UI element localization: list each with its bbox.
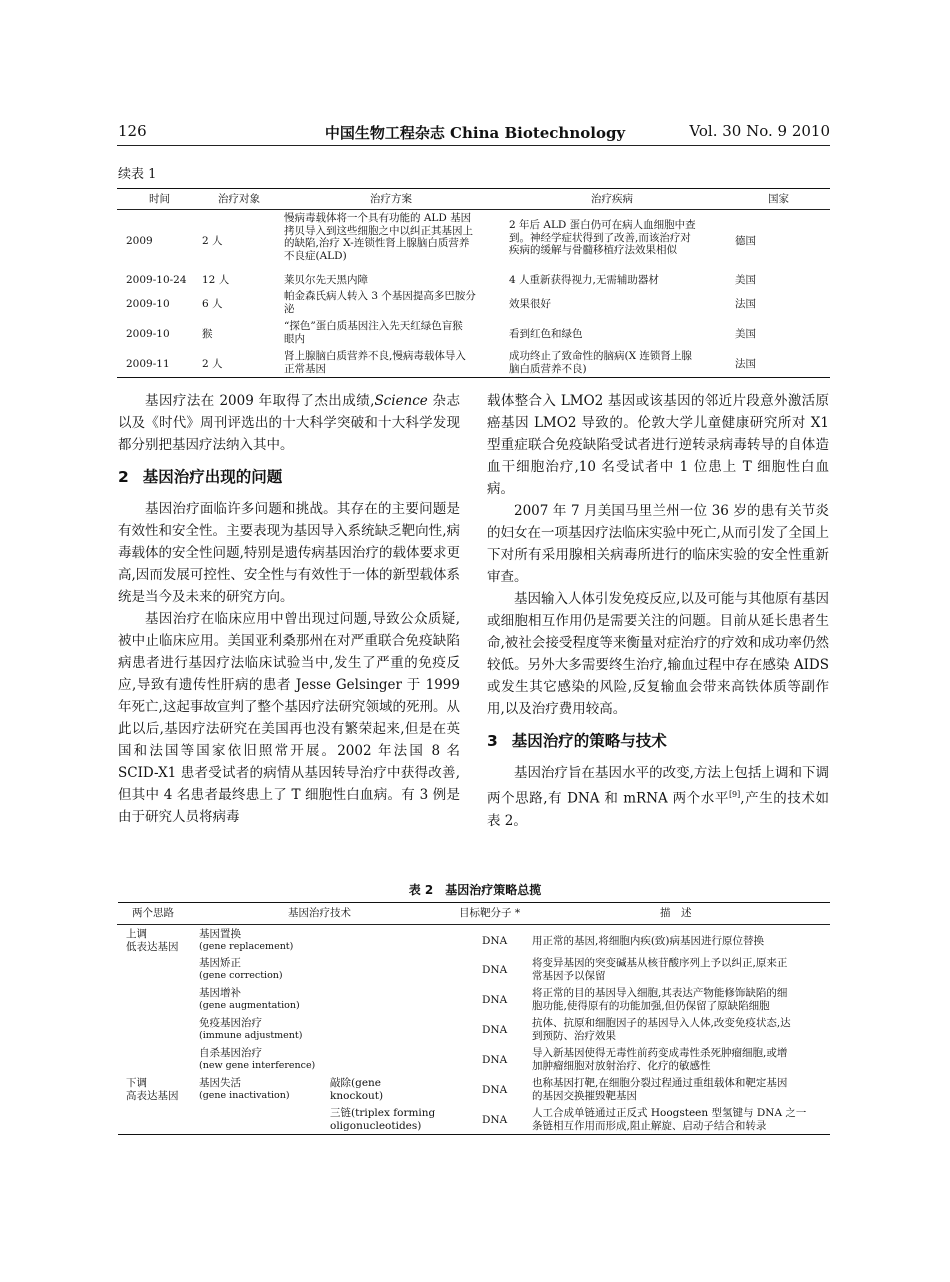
table2-cell-target: DNA <box>482 964 508 976</box>
table2-cell-target: DNA <box>482 935 508 947</box>
table2-cell-tech: 基因增补 (gene augmentation) <box>199 987 300 1011</box>
paragraph: 基因治疗旨在基因水平的改变,方法上包括上调和下调两个思路,有 DNA 和 mRNA 两个水平[9],产生的技术如表 2。 <box>487 765 829 829</box>
header-rule <box>117 145 830 146</box>
table2-cell-desc: 也称基因打靶,在细胞分裂过程通过重组载体和靶定基因 的基因交换摧毁靶基因 <box>532 1077 788 1102</box>
table2-cell-desc: 将变异基因的突变碱基从核苷酸序列上予以纠正,原来正 常基因予以保留 <box>532 957 788 982</box>
table2-cell-target: DNA <box>482 994 508 1006</box>
table2-cell-desc: 将正常的目的基因导入细胞,其表达产物能修饰缺陷的细 胞功能,使得原有的功能加强,但仍保留了原缺陷细胞 <box>532 987 788 1012</box>
table1-cell-disease: 2 年后 ALD 蛋白仍可在病人血细胞中查 到。神经学症状得到了改善,而该治疗对 疾病的缓解与骨髓移植疗法效果相似 <box>509 219 696 256</box>
table1-cell-plan: 莱贝尔先天黑内障 <box>284 274 368 286</box>
table1-cell-subject: 6 人 <box>202 298 223 310</box>
table1-cell-country: 法国 <box>735 298 756 310</box>
table1-caption: 续表 1 <box>118 167 157 182</box>
left-column <box>118 390 460 828</box>
section-heading: 2 基因治疗出现的问题 <box>118 468 283 486</box>
table1-header-rule <box>117 209 830 210</box>
table2-header-target: 目标靶分子 * <box>459 907 521 919</box>
table1-cell-country: 德国 <box>735 235 756 247</box>
table2-cell-desc: 人工合成单链通过正反式 Hoogsteen 型氢键与 DNA 之一 条链相互作用而形成,阻止解旋、启动子结合和转录 <box>532 1107 807 1132</box>
table2-cell-target: DNA <box>482 1054 508 1066</box>
table2-cell-tech: 免疫基因治疗 (immune adjustment) <box>199 1017 303 1041</box>
paragraph: 载体整合入 LMO2 基因或该基因的邻近片段意外激活原癌基因 LMO2 导致的。伦敦大学儿童健康研究所对 X1 型重症联合免疫缺陷受试者进行逆转录病毒转导的自体造血干细胞治疗,10 名受试者中 1 位患上 T 细胞性白血病。 <box>487 393 829 497</box>
table1-cell-plan: 肾上腺脑白质营养不良,慢病毒载体导入 正常基因 <box>284 350 466 375</box>
table2-cell-subtech: 敲除(gene knockout) <box>330 1077 384 1102</box>
table1-cell-disease: 4 人重新获得视力,无需辅助器材 <box>509 274 659 286</box>
table1-header-subject: 治疗对象 <box>218 193 260 205</box>
table1-cell-country: 法国 <box>735 358 756 370</box>
paragraph: 基因输入人体引发免疫反应,以及可能与其他原有基因或细胞相互作用仍是需要关注的问题。目前从延长患者生命,被社会接受程度等来衡量对症治疗的疗效和成功率仍然较低。另外大多需要终生治疗,输血过程中存在感染 AIDS 或发生其它感染的风险,反复输血会带来高铁体质等副作用,以及治疗费用较高。 <box>487 591 829 717</box>
volume-info: Vol. 30 No. 9 2010 <box>689 122 830 140</box>
table1-cell-plan: 慢病毒载体将一个具有功能的 ALD 基因 拷贝导入到这些细胞之中以纠正其基因上 的缺陷,治疗 X-连锁性肾上腺脑白质营养 不良症(ALD) <box>284 212 473 262</box>
table1-cell-country: 美国 <box>735 328 756 340</box>
journal-title: 中国生物工程杂志 China Biotechnology <box>324 124 626 142</box>
table1-cell-time: 2009-11 <box>126 358 170 370</box>
table2-cell-desc: 导入新基因使得无毒性前药变成毒性杀死肿瘤细胞,或增 加肿瘤细胞对放射治疗、化疗的敏感性 <box>532 1047 788 1072</box>
table2-top-rule <box>118 902 830 903</box>
table1-cell-subject: 猴 <box>202 328 213 340</box>
table1-cell-time: 2009-10-24 <box>126 274 187 286</box>
table1-cell-time: 2009-10 <box>126 328 170 340</box>
table2-header-tech: 基因治疗技术 <box>288 907 351 919</box>
page-number: 126 <box>118 122 147 140</box>
table2-cell-tech: 基因失活 (gene inactivation) <box>199 1077 290 1101</box>
table1-cell-plan: “探色”蛋白质基因注入先天红绿色盲猴 眼内 <box>284 320 463 345</box>
table1-cell-subject: 12 人 <box>202 274 230 286</box>
table2-cell-target: DNA <box>482 1084 508 1096</box>
table1-header-time: 时间 <box>149 193 170 205</box>
table2-cell-approach: 上调 低表达基因 <box>126 928 179 953</box>
right-column <box>487 390 829 832</box>
table2-header-desc: 描 述 <box>660 907 692 919</box>
table1-top-rule <box>117 188 830 189</box>
table1-header-disease: 治疗疾病 <box>591 193 633 205</box>
table2-cell-tech: 基因置换 (gene replacement) <box>199 928 294 952</box>
table2-cell-approach: 下调 高表达基因 <box>126 1077 179 1102</box>
table2-bottom-rule <box>118 1134 830 1135</box>
table1-cell-disease: 成功终止了致命性的脑病(X 连锁肾上腺 脑白质营养不良) <box>509 350 692 375</box>
paragraph: 2007 年 7 月美国马里兰州一位 36 岁的患有关节炎的妇女在一项基因疗法临床实验中死亡,从而引发了全国上下对所有采用腺相关病毒所进行的临床实验的安全性重新审查。 <box>487 503 829 585</box>
table2-caption: 表 2 基因治疗策略总揽 <box>408 883 542 897</box>
table2-header-approach: 两个思路 <box>132 907 174 919</box>
table2-cell-desc: 用正常的基因,将细胞内疾(致)病基因进行原位替换 <box>532 935 765 947</box>
citation[interactable]: [9] <box>728 790 741 799</box>
table1-cell-disease: 效果很好 <box>509 298 551 310</box>
table1-cell-subject: 2 人 <box>202 235 223 247</box>
table1-cell-disease: 看到红色和绿色 <box>509 328 583 340</box>
table2-cell-tech: 基因矫正 (gene correction) <box>199 957 283 981</box>
table1-header-plan: 治疗方案 <box>370 193 412 205</box>
paragraph: 基因疗法在 2009 年取得了杰出成绩,Science 杂志以及《时代》周刊评选出的十大科学突破和十大科学发现都分别把基因疗法纳入其中。 <box>118 393 460 453</box>
table2-cell-tech: 自杀基因治疗 (new gene interference) <box>199 1047 316 1071</box>
table1-cell-plan: 帕金森氏病人转入 3 个基因提高多巴胺分 泌 <box>284 290 476 315</box>
table2-header-rule <box>117 924 830 925</box>
table1-cell-time: 2009 <box>126 235 153 247</box>
table2-cell-desc: 抗体、抗原和细胞因子的基因导入人体,改变免疫状态,达 到预防、治疗效果 <box>532 1017 791 1042</box>
table1-bottom-rule <box>117 377 830 378</box>
table2-cell-target: DNA <box>482 1114 508 1126</box>
table1-header-country: 国家 <box>768 193 789 205</box>
table2-cell-target: DNA <box>482 1024 508 1036</box>
table1-cell-subject: 2 人 <box>202 358 223 370</box>
section-heading: 3 基因治疗的策略与技术 <box>487 732 667 750</box>
table1-cell-country: 美国 <box>735 274 756 286</box>
paragraph: 基因治疗在临床应用中曾出现过问题,导致公众质疑,被中止临床应用。美国亚利桑那州在对严重联合免疫缺陷病患者进行基因疗法临床试验当中,发生了严重的免疫反应,导致有遗传性肝病的患者 Jesse Gelsinger 于 1999 年死亡,这起事故宣判了整个基因疗法研究领域的死刑。从此以后,基因疗法研究在美国再也没有繁荣起来,但是在英国和法国等国家依旧照常开展。2002 年法国 8 名 SCID-X1 患者受试者的病情从基因转导治疗中获得改善,但其中 4 名患者最终患上了 T 细胞性白血病。有 3 例是由于研究人员将病毒 <box>118 611 460 825</box>
table1-cell-time: 2009-10 <box>126 298 170 310</box>
table2-cell-subtech: 三链(triplex forming oligonucleotides) <box>330 1107 436 1132</box>
paragraph: 基因治疗面临许多问题和挑战。其存在的主要问题是有效性和安全性。主要表现为基因导入系统缺乏靶向性,病毒载体的安全性问题,特别是遗传病基因治疗的载体要求更高,因而发展可控性、安全性与有效性于一体的新型载体系统是当今及未来的研究方向。 <box>118 501 460 605</box>
